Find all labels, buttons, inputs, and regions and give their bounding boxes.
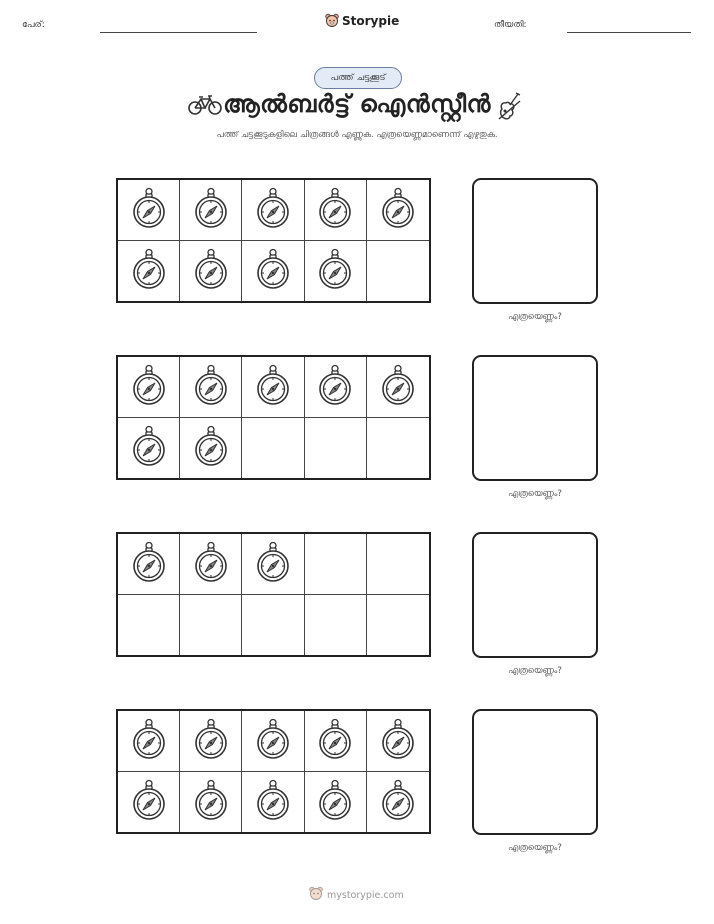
frame-cell <box>180 180 242 241</box>
compass-icon <box>255 248 291 294</box>
compass-icon <box>255 541 291 587</box>
frame-cell <box>180 595 242 656</box>
footer-site: mystorypie.com <box>327 889 404 901</box>
frame-cell <box>180 711 242 772</box>
compass-icon <box>193 718 229 764</box>
frame-cell <box>305 534 367 595</box>
date-label: തീയതി: <box>494 20 527 30</box>
frame-cell <box>118 534 180 595</box>
ten-frame-3 <box>116 532 431 657</box>
frame-cell <box>242 711 304 772</box>
date-line <box>567 32 691 33</box>
answer-label-3: എത്രയെണ്ണം? <box>508 666 562 676</box>
compass-icon <box>317 187 353 233</box>
compass-icon <box>131 248 167 294</box>
compass-icon <box>255 779 291 825</box>
frame-cell <box>367 418 429 479</box>
name-line <box>100 32 257 33</box>
compass-icon <box>317 248 353 294</box>
frame-cell <box>180 534 242 595</box>
frame-cell <box>367 534 429 595</box>
frame-cell <box>118 357 180 418</box>
compass-icon <box>193 187 229 233</box>
answer-box-4[interactable] <box>472 709 598 835</box>
logo-text: Storypie <box>342 13 400 28</box>
bear-footer-icon <box>309 886 323 904</box>
frame-cell <box>305 595 367 656</box>
frame-cell <box>242 772 304 833</box>
violin-icon <box>495 91 523 127</box>
frame-cell <box>180 357 242 418</box>
frame-cell <box>367 241 429 302</box>
frame-cell <box>242 418 304 479</box>
frame-cell <box>305 772 367 833</box>
compass-icon <box>255 718 291 764</box>
compass-icon <box>380 779 416 825</box>
ten-frame-2 <box>116 355 431 480</box>
answer-label-1: എത്രയെണ്ണം? <box>508 312 562 322</box>
frame-cell <box>305 418 367 479</box>
frame-cell <box>118 772 180 833</box>
compass-icon <box>131 718 167 764</box>
compass-icon <box>193 779 229 825</box>
answer-box-3[interactable] <box>472 532 598 658</box>
frame-cell <box>242 357 304 418</box>
compass-icon <box>255 187 291 233</box>
answer-label-2: എത്രയെണ്ണം? <box>508 489 562 499</box>
compass-icon <box>317 364 353 410</box>
compass-icon <box>380 364 416 410</box>
answer-label-4: എത്രയെണ്ണം? <box>508 843 562 853</box>
frame-cell <box>180 418 242 479</box>
frame-cell <box>305 357 367 418</box>
frame-cell <box>180 241 242 302</box>
worksheet-tag: പത്ത് ചട്ടക്കൂട് <box>314 67 402 89</box>
compass-icon <box>380 718 416 764</box>
frame-cell <box>118 180 180 241</box>
answer-box-1[interactable] <box>472 178 598 304</box>
frame-cell <box>367 772 429 833</box>
frame-cell <box>242 180 304 241</box>
frame-cell <box>367 595 429 656</box>
storypie-logo <box>325 13 399 28</box>
compass-icon <box>193 541 229 587</box>
compass-icon <box>317 779 353 825</box>
frame-cell <box>242 241 304 302</box>
frame-cell <box>305 241 367 302</box>
frame-cell <box>367 711 429 772</box>
worksheet-title: ആൽബർട്ട് ഐൻസ്റ്റീൻ <box>223 90 491 118</box>
frame-cell <box>242 534 304 595</box>
frame-cell <box>180 772 242 833</box>
frame-cell <box>305 180 367 241</box>
compass-icon <box>131 779 167 825</box>
name-label: പേര്: <box>22 20 45 30</box>
compass-icon <box>193 425 229 471</box>
frame-cell <box>242 595 304 656</box>
footer <box>309 886 404 904</box>
compass-icon <box>131 541 167 587</box>
compass-icon <box>131 187 167 233</box>
answer-box-2[interactable] <box>472 355 598 481</box>
compass-icon <box>317 718 353 764</box>
frame-cell <box>305 711 367 772</box>
bear-logo-icon <box>325 13 339 28</box>
frame-cell <box>118 595 180 656</box>
frame-cell <box>118 241 180 302</box>
ten-frame-1 <box>116 178 431 303</box>
ten-frame-4 <box>116 709 431 834</box>
frame-cell <box>367 180 429 241</box>
instruction-text: പത്ത് ചട്ടക്കൂടുകളിലെ ചിത്രങ്ങൾ എണ്ണുക. എത്രയെണ്ണമാണെന്ന് എഴുതുക. <box>216 130 498 140</box>
compass-icon <box>131 364 167 410</box>
compass-icon <box>193 364 229 410</box>
compass-icon <box>255 364 291 410</box>
compass-icon <box>193 248 229 294</box>
compass-icon <box>131 425 167 471</box>
frame-cell <box>367 357 429 418</box>
frame-cell <box>118 418 180 479</box>
compass-icon <box>380 187 416 233</box>
frame-cell <box>118 711 180 772</box>
